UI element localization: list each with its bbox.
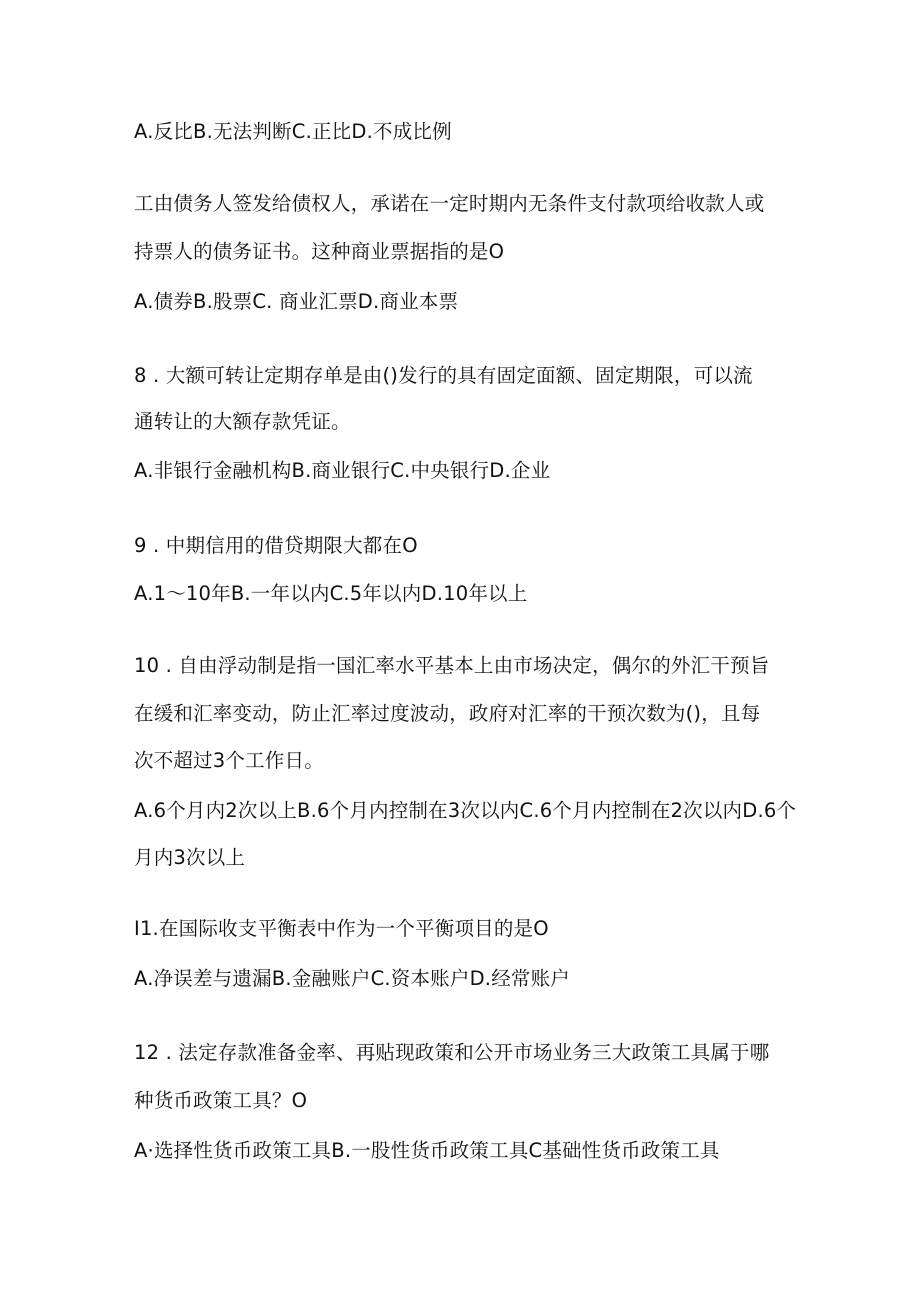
question-11-options: A.净误差与遗漏B.金融账户C.资本账户D.经常账户 <box>134 967 570 990</box>
question-10-options: 月内3次以上 <box>134 846 246 869</box>
question-8-text: 8 . 大额可转让定期存单是由()发行的具有固定面额、固定期限，可以流 <box>134 364 753 387</box>
question-10-text: 在缓和汇率变动，防止汇率过度波动，政府对汇率的干预次数为()，且每 <box>134 702 761 725</box>
question-8-text: 通转让的大额存款凭证。 <box>134 410 351 433</box>
question-12-text: 种货币政策工具？O <box>134 1089 308 1112</box>
question-10-text: 次不超过3个工作日。 <box>134 749 324 772</box>
question-text-line: 持票人的债务证书。这种商业票据指的是O <box>134 240 505 263</box>
question-12-text: 12 . 法定存款准备金率、再贴现政策和公开市场业务三大政策工具属于哪 <box>134 1041 770 1064</box>
question-10-options: A.6个月内2次以上B.6个月内控制在3次以内C.6个月内控制在2次以内D.6个 <box>134 799 797 822</box>
question-10-text: 10 . 自由浮动制是指一国汇率水平基本上由市场决定，偶尔的外汇干预旨 <box>134 654 770 677</box>
question-9-options: A.1～10年B.一年以内C.5年以内D.10年以上 <box>134 582 528 605</box>
answer-options-line: A.反比B.无法判断C.正比D.不成比例 <box>134 120 452 143</box>
question-11-text: I1.在国际收支平衡表中作为一个平衡项目的是O <box>134 917 549 940</box>
question-text-line: 工由债务人签发给债权人，承诺在一定时期内无条件支付款项给收款人或 <box>134 192 765 215</box>
question-8-options: A.非银行金融机构B.商业银行C.中央银行D.企业 <box>134 459 551 482</box>
answer-options-line: A.债券B.股票C. 商业汇票D.商业本票 <box>134 290 459 313</box>
question-12-options: A·选择性货币政策工具B.一股性货币政策工具C基础性货币政策工具 <box>134 1139 720 1162</box>
question-9-text: 9 . 中期信用的借贷期限大都在O <box>134 534 418 557</box>
